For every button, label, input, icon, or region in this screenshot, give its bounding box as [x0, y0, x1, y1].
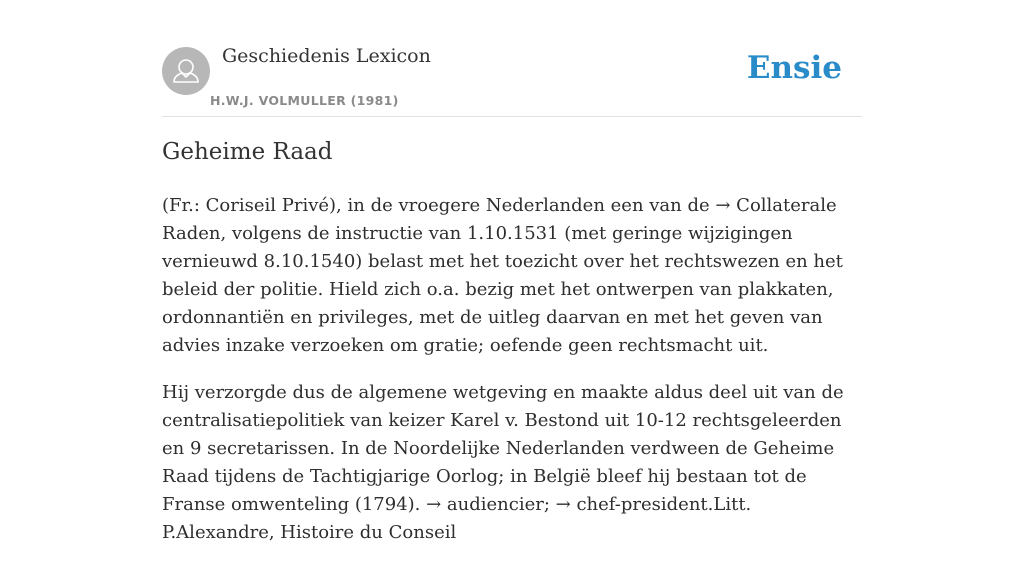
entry-paragraph: (Fr.: Coriseil Privé), in de vroegere Nederlanden een van de → Collaterale Raden, volgens de instructie van 1.10.1531 (met geringe wijzigingen vernieuwd 8.10.1540) belast met het toezicht over het rechtswezen en het beleid der politie. Hield zich o.a. bezig met het ontwerpen van plakkaten, ordonnantiën en privileges, met de uitleg daarvan en met het geven van advies inzake verzoeken om gratie; oefende geen rechtsmacht uit.: [162, 195, 843, 356]
source-author[interactable]: H.W.J. VOLMULLER (1981): [210, 93, 399, 108]
entry-body: [162, 192, 862, 566]
ensie-logo[interactable]: Ensie: [746, 50, 842, 86]
page: [162, 0, 862, 543]
user-avatar-icon[interactable]: [162, 47, 210, 95]
person-icon: [162, 47, 210, 95]
source-header: [162, 0, 862, 117]
source-title[interactable]: Geschiedenis Lexicon: [222, 45, 431, 67]
entry-paragraph: Hij verzorgde dus de algemene wetgeving en maakte aldus deel uit van de centralisatiepolitiek van keizer Karel v. Bestond uit 10-12 rechtsgeleerden en 9 secretarissen. In de Noordelijke Nederlanden verdween de Geheime Raad tijdens de Tachtigjarige Oorlog; in België bleef hij bestaan tot de Franse omwenteling (1794). → audiencier; → chef-president.Litt. P.Alexandre, Histoire du Conseil: [162, 382, 844, 543]
entry-title: Geheime Raad: [162, 139, 333, 165]
